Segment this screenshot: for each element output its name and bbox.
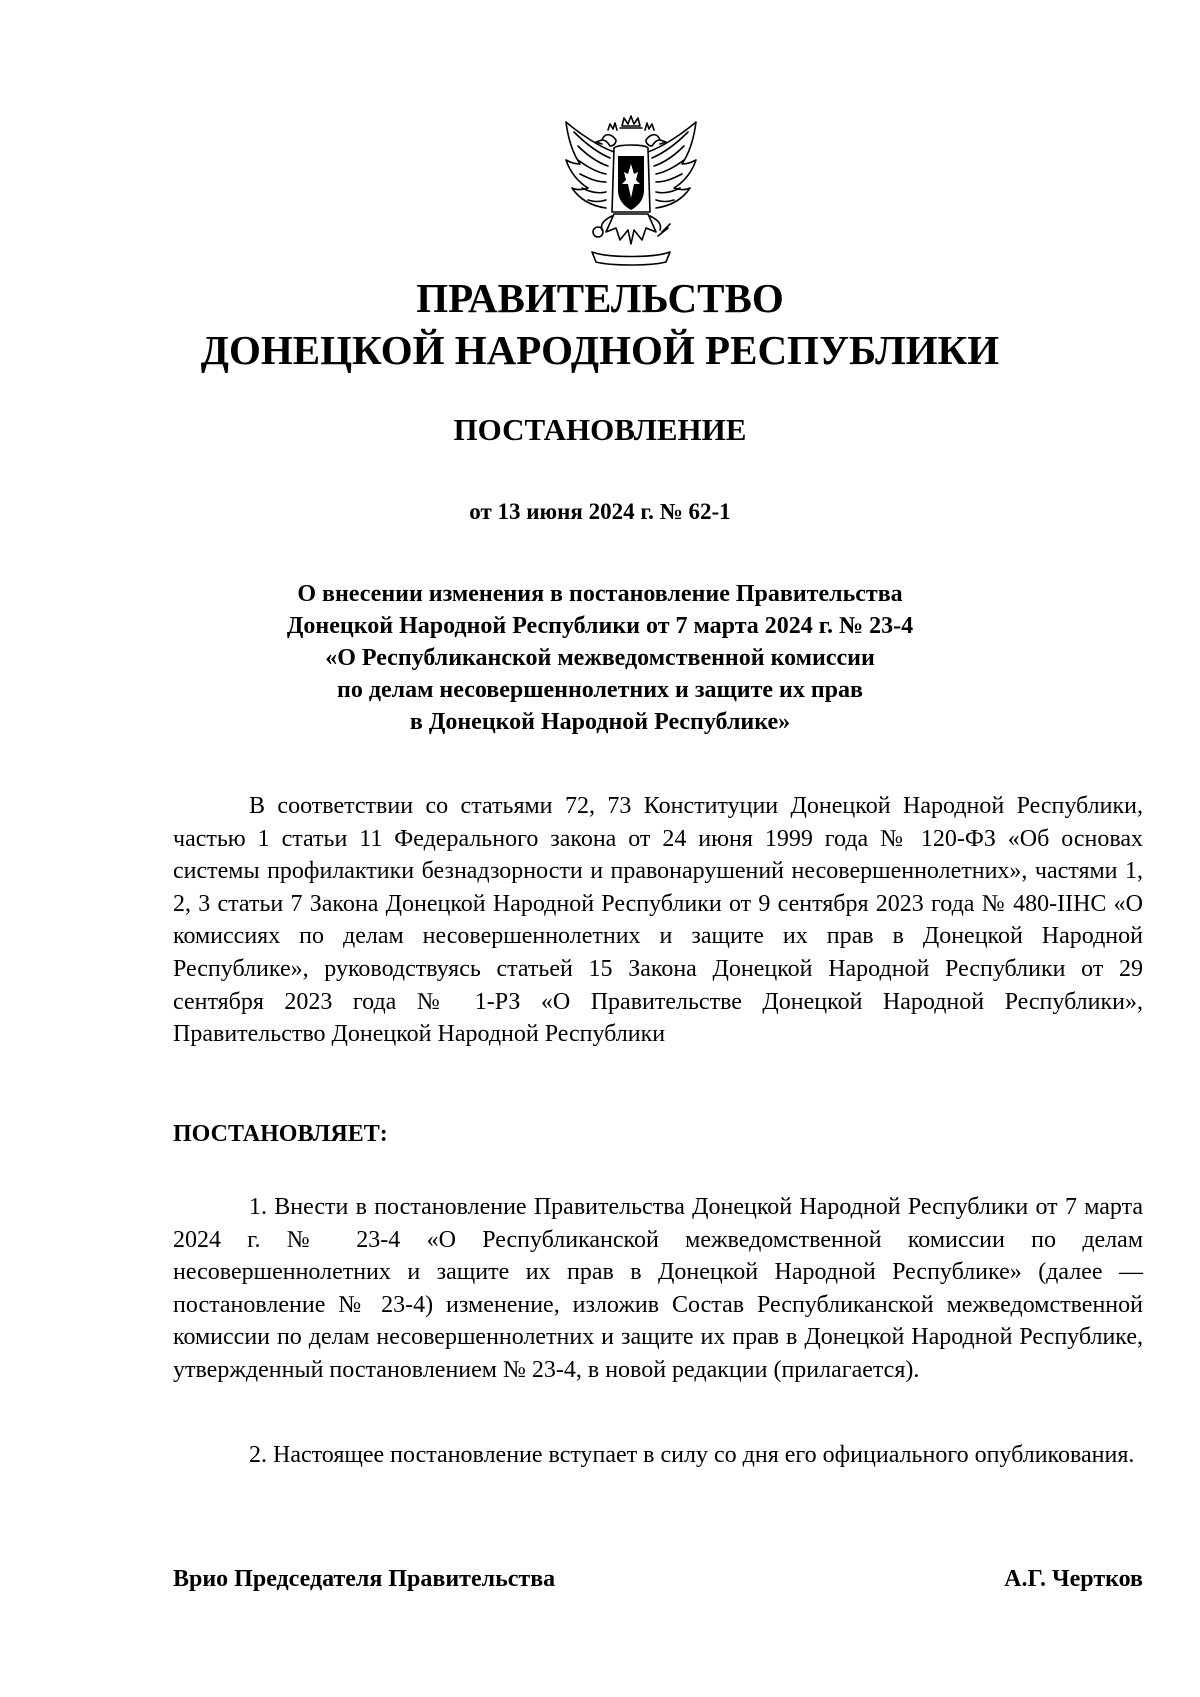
subject-line: по делам несовершеннолетних и защите их прав bbox=[336, 677, 863, 703]
government-title-line-2: ДОНЕЦКОЙ НАРОДНОЙ РЕСПУБЛИКИ bbox=[200, 327, 1000, 373]
subject-line: Донецкой Народной Республики от 7 марта 2024 г. № 23-4 bbox=[286, 613, 914, 639]
document-date-number: от 13 июня 2024 г. № 62-1 bbox=[469, 499, 731, 524]
coat-of-arms-icon bbox=[558, 112, 704, 268]
government-title bbox=[0, 272, 1200, 376]
signatory-position: Врио Председателя Правительства bbox=[173, 1566, 556, 1592]
decree-item-2: 2. Настоящее постановление вступает в силу со дня его официального опубликования. bbox=[249, 1442, 1135, 1468]
government-title-line-1: ПРАВИТЕЛЬСТВО bbox=[416, 275, 784, 321]
signatory-name: А.Г. Чертков bbox=[1004, 1566, 1143, 1592]
preamble-paragraph: В соответствии со статьями 72, 73 Конституции Донецкой Народной Республики, частью 1 статьи 11 Федерального закона от 24 июня 1999 года № 120-ФЗ «Об основах системы профилактики безнадзорности и правонарушений несовершеннолетних», частями 1, 2, 3 статьи 7 Закона Донецкой Народной Республики от 9 сентября 2023 года № 480-IIНС «О комиссиях по делам несовершеннолетних и защите их прав в Донецкой Народной Республике», руководствуясь статьей 15 Закона Донецкой Народной Республики от 29 сентября 2023 года № 1-РЗ «О Правительстве Донецкой Народной Республики», Правительство Донецкой Народной Республики bbox=[173, 793, 1143, 1048]
decree-keyword: ПОСТАНОВЛЯЕТ: bbox=[173, 1121, 388, 1147]
decree-item-1: 1. Внести в постановление Правительства Донецкой Народной Республики от 7 марта 2024 г. № 23-4 «О Республиканской межведомственной комиссии по делам несовершеннолетних и защите их прав в Донецкой Народной Республике» (далее — постановление № 23-4) изменение, изложив Состав Республиканской межведомственной комиссии по делам несовершеннолетних и защите их прав в Донецкой Народной Республике, утвержденный постановлением № 23-4, в новой редакции (прилагается). bbox=[173, 1194, 1143, 1383]
document-type: ПОСТАНОВЛЕНИЕ bbox=[453, 412, 747, 447]
subject-line: «О Республиканской межведомственной комиссии bbox=[325, 645, 875, 671]
document-subject bbox=[0, 578, 1200, 738]
subject-line: в Донецкой Народной Республике» bbox=[409, 709, 791, 735]
subject-line: О внесении изменения в постановление Правительства bbox=[297, 581, 903, 607]
